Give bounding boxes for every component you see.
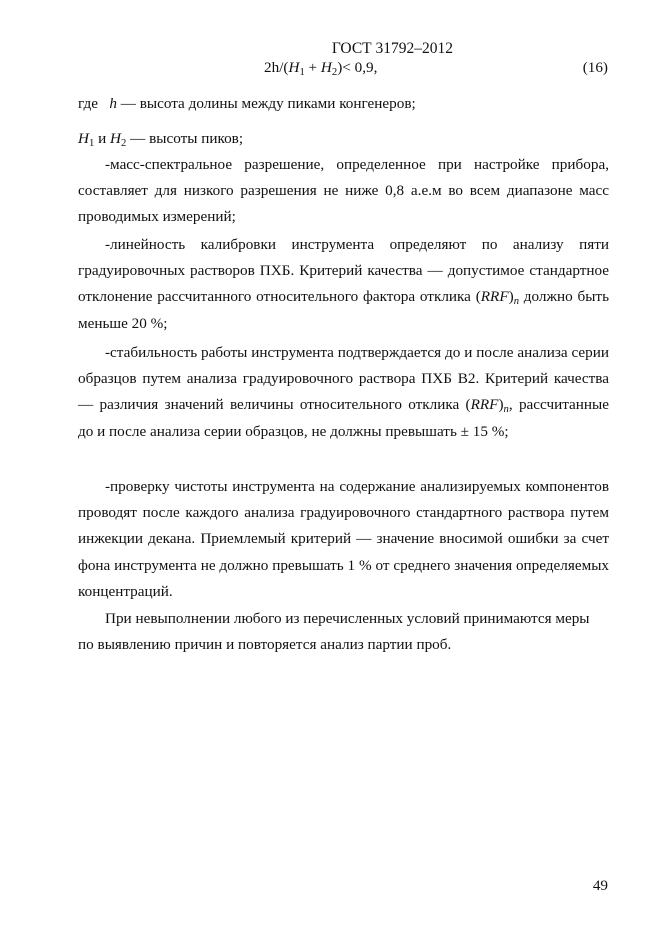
legend-h: где h — высота долины между пиками конгенеров; [78,95,416,112]
formula-16: $2h/(H_1 + H_2)< 0,9$, [264,59,378,78]
document-standard-header: ГОСТ 31792–2012 [331,40,453,57]
paragraph-instrument-stability: -стабильность работы инструмента подтверждается до и после анализа серии образцов путем анализа градуировочного раствора ПХБ В2. Критерий качества — различия значений величины относительного отклика $(RRF)_n$, рассчитанные до и после анализа серии образцов, не должны превышать ± 15 %; [78,344,609,440]
page-number: 49 [592,877,608,894]
legend-peak-heights: $H_1$ и $H_2$ — высоты пиков; [78,130,244,149]
paragraph-closing: При невыполнении любого из перечисленных условий принимаются меры по выявлению причин и повторяется анализ партии проб. [78,610,590,654]
formula-row [78,59,608,79]
paragraph-calibration-linearity: -линейность калибровки инструмента определяют по анализу пяти градуировочных растворов ПХБ. Критерий качества — допустимое стандартное отклонение рассчитанного относительного фактора отклика $(RRF)_n$ должно быть меньше 20 %; [78,236,609,332]
paragraph-mass-resolution: -масс-спектральное разрешение, определенное при настройке прибора, составляет для низкого разрешения не ниже 0,8 а.е.м во всем диапазоне масс проводимых измерений; [78,156,609,226]
paragraph-cleanliness-check: -проверку чистоты инструмента на содержание анализируемых компонентов проводят после каждого анализа градуировочного стандартного раствора путем инжекции декана. Приемлемый критерий — значение вносимой ошибки за счет фона инструмента не должно превышать 1 % от среднего значения определяемых концентраций. [78,478,609,600]
formula-number: (16) [582,59,608,76]
